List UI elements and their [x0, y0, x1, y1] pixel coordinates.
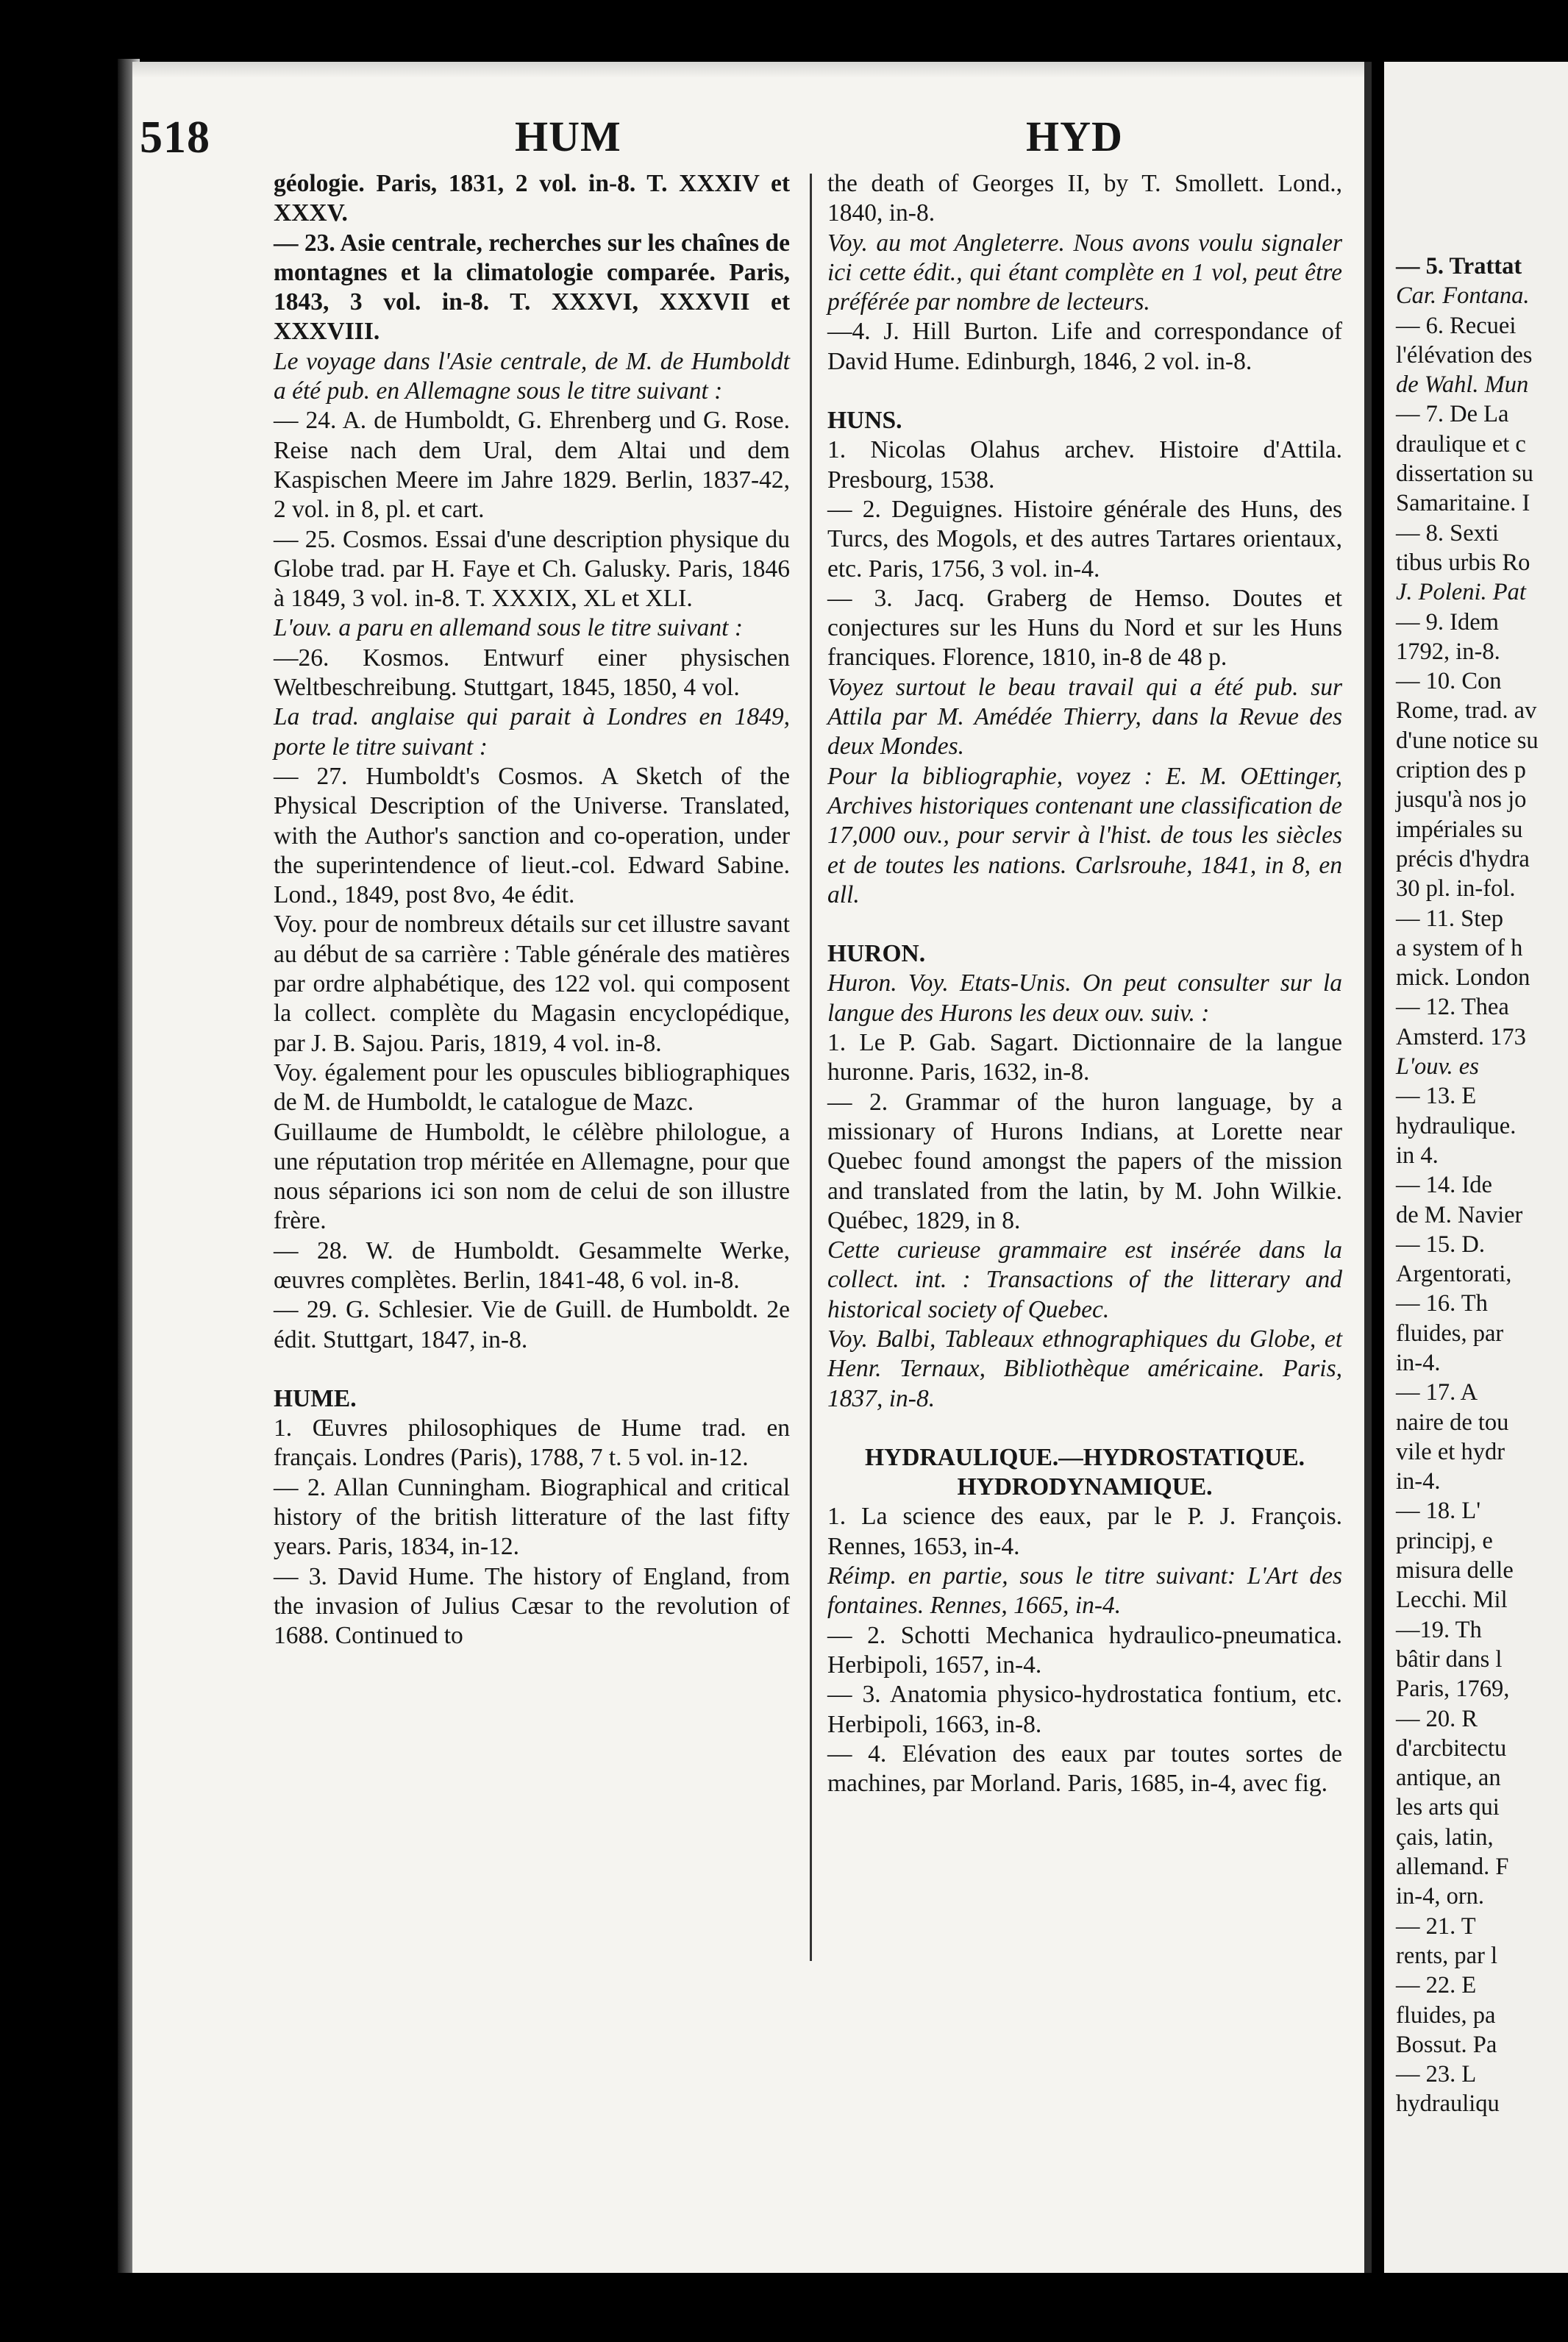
- section-heading: HYDRAULIQUE.—HYDROSTATIQUE. HYDRODYNAMIQUE.: [864, 1443, 1305, 1501]
- entry-paragraph: Voyez surtout le beau travail qui a été pub. sur Attila par M. Amédée Thierry, dans la Revue des deux Mondes.: [827, 673, 1342, 761]
- entry-paragraph: — 5. Trattat: [1396, 253, 1522, 280]
- entry-paragraph: — 3. Anatomia physico-hydrostatica fontium, etc. Herbipoli, 1663, in-8.: [827, 1681, 1342, 1738]
- entry-paragraph: principj, e: [1396, 1527, 1493, 1554]
- entry-paragraph: jusqu'à nos jo: [1396, 786, 1527, 814]
- entry-paragraph: — 2. Allan Cunningham. Biographical and critical history of the british litterature of the last fifty years. Paris, 1834, in-12.: [274, 1473, 790, 1561]
- entry-paragraph: in-4, orn.: [1396, 1883, 1485, 1910]
- page-fore-edge: [1364, 62, 1372, 2273]
- section-heading: HUME.: [274, 1384, 357, 1412]
- entry-paragraph: — 14. Ide: [1396, 1172, 1492, 1199]
- entry-paragraph: La trad. anglaise qui parait à Londres en 1849, porte le titre suivant :: [274, 703, 790, 761]
- entry-paragraph: Voy. également pour les opuscules bibliographiques de M. de Humboldt, le catalogue de Mazc.: [274, 1058, 790, 1117]
- entry-paragraph: L'ouv. a paru en allemand sous le titre suivant :: [274, 614, 744, 642]
- entry-paragraph: l'élévation des: [1396, 341, 1533, 369]
- entry-paragraph: Argentorati,: [1396, 1261, 1512, 1288]
- entry-paragraph: impériales su: [1396, 816, 1523, 843]
- entry-paragraph: d'arcbitectu: [1396, 1734, 1507, 1762]
- entry-paragraph: — 3. David Hume. The history of England, from the invasion of Julius Cæsar to the revolution of 1688. Continued to: [274, 1562, 790, 1650]
- entry-paragraph: — 7. De La: [1396, 401, 1509, 428]
- entry-paragraph: antique, an: [1396, 1765, 1501, 1792]
- entry-paragraph: Lecchi. Mil: [1396, 1587, 1508, 1614]
- entry-paragraph: Amsterd. 173: [1396, 1023, 1526, 1050]
- entry-paragraph: — 21. T: [1396, 1912, 1476, 1940]
- entry-paragraph: allemand. F: [1396, 1854, 1509, 1881]
- entry-paragraph: çais, latin,: [1396, 1823, 1494, 1851]
- entry-paragraph: — 8. Sexti: [1396, 519, 1499, 547]
- entry-paragraph: Le voyage dans l'Asie centrale, de M. de Humboldt a été pub. en Allemagne sous le titre suivant :: [274, 347, 790, 405]
- entry-paragraph: — 6. Recuei: [1396, 312, 1517, 339]
- entry-paragraph: — 17. A: [1396, 1379, 1478, 1406]
- entry-paragraph: — 18. L': [1396, 1498, 1481, 1525]
- entry-paragraph: hydrauliqu: [1396, 2090, 1500, 2118]
- entry-paragraph: fluides, par: [1396, 1320, 1504, 1347]
- entry-paragraph: bâtir dans l: [1396, 1645, 1503, 1673]
- entry-paragraph: — 4. Elévation des eaux par toutes sortes de machines, par Morland. Paris, 1685, in-4, avec fig.: [827, 1740, 1342, 1798]
- entry-paragraph: tibus urbis Ro: [1396, 549, 1530, 576]
- entry-paragraph: — 10. Con: [1396, 668, 1502, 695]
- entry-paragraph: 1. La science des eaux, par le P. J. François. Rennes, 1653, in-4.: [827, 1503, 1342, 1560]
- entry-paragraph: 1. Le P. Gab. Sagart. Dictionnaire de la langue huronne. Paris, 1632, in-8.: [827, 1029, 1342, 1086]
- entry-paragraph: — 13. E: [1396, 1083, 1477, 1110]
- entry-paragraph: Pour la bibliographie, voyez : E. M. OEttinger, Archives historiques contenant une classification de 17,000 ouv., pour servir à l'hist. de tous les siècles et de toutes les nations. Carlsrouhe, 1841, in 8, en all.: [827, 762, 1342, 908]
- entry-paragraph: Car. Fontana.: [1396, 282, 1530, 310]
- entry-paragraph: 1792, in-8.: [1396, 638, 1500, 665]
- entry-paragraph: — 12. Thea: [1396, 994, 1509, 1021]
- entry-paragraph: — 28. W. de Humboldt. Gesammelte Werke, œuvres complètes. Berlin, 1841-48, 6 vol. in-8.: [274, 1236, 790, 1294]
- entry-paragraph: Rome, trad. av: [1396, 697, 1537, 725]
- entry-paragraph: — 22. E: [1396, 1972, 1477, 1999]
- entry-paragraph: in-4.: [1396, 1349, 1441, 1376]
- entry-paragraph: —19. Th: [1396, 1616, 1482, 1643]
- entry-paragraph: 30 pl. in-fol.: [1396, 875, 1516, 903]
- entry-paragraph: —26. Kosmos. Entwurf einer physischen Weltbeschreibung. Stuttgart, 1845, 1850, 4 vol.: [274, 644, 790, 702]
- left-text-column: [274, 169, 790, 1651]
- entry-paragraph: — 27. Humboldt's Cosmos. A Sketch of the Physical Description of the Universe. Translated, with the Author's sanction and co-operation, under the superintendence of lieut.-col. Edward Sabine. Lond., 1849, post 8vo, 4e édit.: [274, 762, 790, 909]
- entry-paragraph: — 20. R: [1396, 1705, 1478, 1732]
- entry-paragraph: d'une notice su: [1396, 727, 1539, 754]
- entry-paragraph: Voy. pour de nombreux détails sur cet illustre savant au début de sa carrière : Table générale des matières par ordre alphabétique, des 122 vol. qui composent la collect. complète du Magasin encyclopédique, par J. B. Sajou. Paris, 1819, 4 vol. in-8.: [274, 911, 790, 1057]
- entry-paragraph: — 23. L: [1396, 2061, 1477, 2088]
- entry-paragraph: draulique et c: [1396, 430, 1526, 458]
- left-running-head: HUM: [515, 113, 621, 160]
- entry-paragraph: cription des p: [1396, 757, 1526, 784]
- entry-paragraph: fluides, pa: [1396, 2001, 1496, 2029]
- entry-paragraph: a system of h: [1396, 934, 1523, 961]
- entry-paragraph: — 2. Grammar of the huron language, by a missionary of Hurons Indians, at Lorette near Quebec found amongst the papers of the mission and translated from the latin, by M. John Wilkie. Québec, 1829, in 8.: [827, 1088, 1342, 1234]
- entry-paragraph: de Wahl. Mun: [1396, 371, 1529, 399]
- page-top-edge: [132, 62, 1364, 78]
- entry-paragraph: Voy. au mot Angleterre. Nous avons voulu signaler ici cette édit., qui étant complète en 1 vol, peut être préférée par nombre de lecteurs.: [827, 229, 1342, 316]
- entry-paragraph: Paris, 1769,: [1396, 1676, 1510, 1703]
- entry-paragraph: 1. Œuvres philosophiques de Hume trad. en français. Londres (Paris), 1788, 7 t. 5 vol. in-12.: [274, 1414, 790, 1472]
- entry-paragraph: — 2. Deguignes. Histoire générale des Huns, des Turcs, des Mogols, et des autres Tartares orientaux, etc. Paris, 1756, 3 vol. in-4.: [827, 495, 1342, 583]
- entry-paragraph: J. Poleni. Pat: [1396, 579, 1526, 606]
- entry-paragraph: dissertation su: [1396, 460, 1533, 488]
- section-heading: HURON.: [827, 940, 926, 968]
- right-running-head: HYD: [1026, 113, 1123, 160]
- paragraph-gap: [827, 910, 1342, 939]
- facing-page-text-fragments: [1396, 252, 1539, 2119]
- paragraph-gap: [827, 377, 1342, 406]
- entry-paragraph: rents, par l: [1396, 1942, 1498, 1969]
- entry-paragraph: — 11. Step: [1396, 905, 1503, 932]
- entry-paragraph: géologie. Paris, 1831, 2 vol. in-8. T. XXXIV et XXXV.: [274, 170, 790, 227]
- entry-paragraph: Cette curieuse grammaire est insérée dans la collect. int. : Transactions of the litterary and historical society of Quebec.: [827, 1236, 1342, 1323]
- entry-paragraph: — 2. Schotti Mechanica hydraulico-pneumatica. Herbipoli, 1657, in-4.: [827, 1621, 1342, 1679]
- entry-paragraph: misura delle: [1396, 1557, 1514, 1584]
- entry-paragraph: mick. London: [1396, 964, 1530, 992]
- entry-paragraph: hydraulique.: [1396, 1112, 1517, 1139]
- entry-paragraph: — 24. A. de Humboldt, G. Ehrenberg und G. Rose. Reise nach dem Ural, dem Altai und dem Kaspischen Meere im Jahre 1829. Berlin, 1837-42, 2 vol. in 8, pl. et cart.: [274, 407, 790, 524]
- entry-paragraph: in 4.: [1396, 1142, 1439, 1169]
- entry-paragraph: précis d'hydra: [1396, 845, 1530, 872]
- paragraph-gap: [274, 1355, 790, 1384]
- entry-paragraph: Voy. Balbi, Tableaux ethnographiques du Globe, et Henr. Ternaux, Bibliothèque américaine. Paris, 1837, in-8.: [827, 1325, 1342, 1412]
- paragraph-gap: [827, 1414, 1342, 1443]
- entry-paragraph: 1. Nicolas Olahus archev. Histoire d'Attila. Presbourg, 1538.: [827, 436, 1342, 494]
- entry-paragraph: — 9. Idem: [1396, 608, 1499, 636]
- entry-paragraph: Samaritaine. I: [1396, 490, 1530, 517]
- entry-paragraph: Huron. Voy. Etats-Unis. On peut consulter sur la langue des Hurons les deux ouv. suiv. :: [827, 969, 1342, 1027]
- entry-paragraph: — 29. G. Schlesier. Vie de Guill. de Humboldt. 2e édit. Stuttgart, 1847, in-8.: [274, 1296, 790, 1353]
- entry-paragraph: de M. Navier: [1396, 1201, 1523, 1228]
- page-number: 518: [140, 113, 210, 163]
- entry-paragraph: the death of Georges II, by T. Smollett. Lond., 1840, in-8.: [827, 170, 1342, 227]
- entry-paragraph: naire de tou: [1396, 1409, 1509, 1436]
- entry-paragraph: vile et hydr: [1396, 1438, 1505, 1465]
- entry-paragraph: Réimp. en partie, sous le titre suivant: L'Art des fontaines. Rennes, 1665, in-4.: [827, 1562, 1342, 1620]
- entry-paragraph: Guillaume de Humboldt, le célèbre philologue, a une réputation trop méritée en Allemagne, pour que nous séparions ici son nom de celui de son illustre frère.: [274, 1118, 790, 1235]
- section-heading: HUNS.: [827, 407, 902, 435]
- entry-paragraph: — 3. Jacq. Graberg de Hemso. Doutes et conjectures sur les Huns du Nord et sur les Huns franciques. Florence, 1810, in-8 de 48 p.: [827, 584, 1342, 672]
- entry-paragraph: — 25. Cosmos. Essai d'une description physique du Globe trad. par H. Faye et Ch. Galusky. Paris, 1846 à 1849, 3 vol. in-8. T. XXXIX, XL et XLI.: [274, 525, 790, 613]
- entry-paragraph: — 23. Asie centrale, recherches sur les chaînes de montagnes et la climatologie comparée. Paris, 1843, 3 vol. in-8. T. XXXVI, XXXVII et XXXVIII.: [274, 229, 790, 346]
- entry-paragraph: — 16. Th: [1396, 1290, 1488, 1317]
- entry-paragraph: —4. J. Hill Burton. Life and correspondance of David Hume. Edinburgh, 1846, 2 vol. in-8.: [827, 318, 1342, 375]
- entry-paragraph: — 15. D.: [1396, 1231, 1485, 1258]
- entry-paragraph: Bossut. Pa: [1396, 2031, 1497, 2058]
- right-text-column: [827, 169, 1342, 1798]
- entry-paragraph: les arts qui: [1396, 1794, 1500, 1821]
- entry-paragraph: in-4.: [1396, 1468, 1441, 1495]
- entry-paragraph: L'ouv. es: [1396, 1053, 1479, 1081]
- column-divider-rule: [810, 174, 812, 1961]
